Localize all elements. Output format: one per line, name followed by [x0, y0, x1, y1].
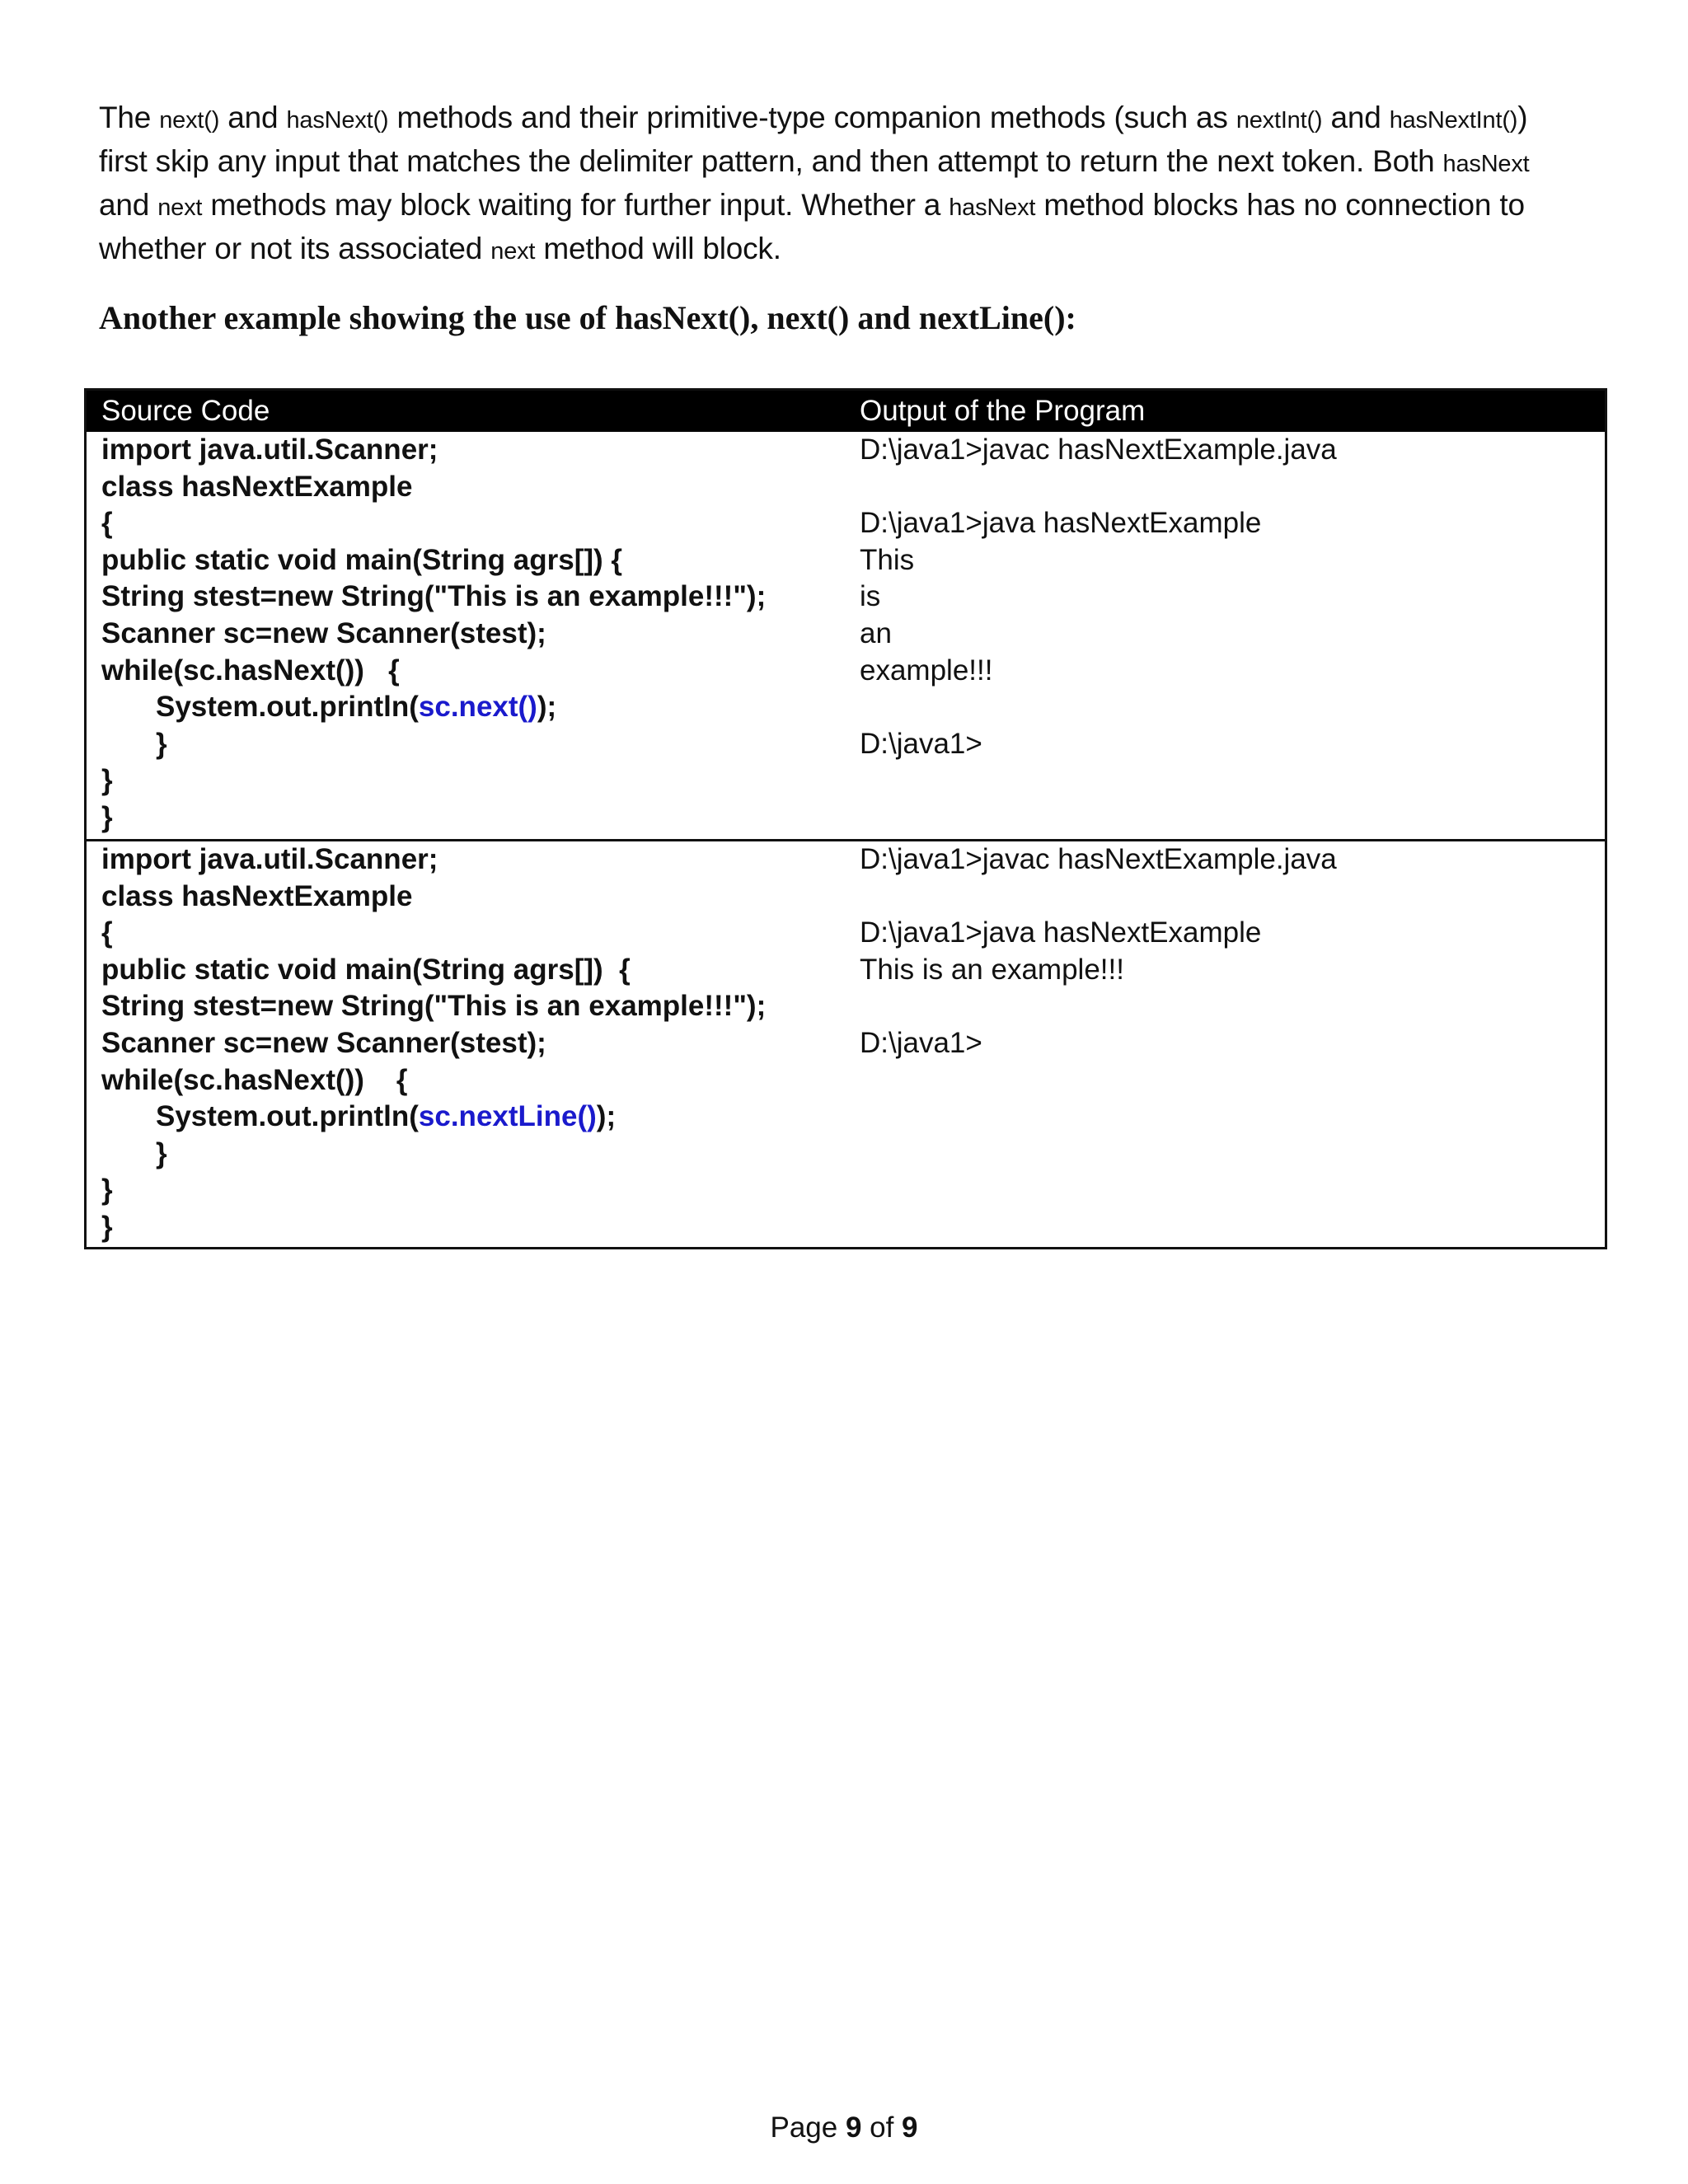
code-line: } — [101, 1210, 113, 1243]
intro-text: method blocks has no connection to — [1035, 188, 1525, 222]
output-line: D:\java1> — [860, 1026, 982, 1059]
intro-text: ) — [1517, 101, 1528, 134]
intro-text: methods and their primitive-type companion methods (such as — [388, 101, 1236, 134]
code-text: System.out.println( — [156, 1100, 419, 1133]
intro-text: The — [99, 101, 160, 134]
code-line: String stest=new String("This is an example!!!"); — [101, 990, 767, 1023]
output-line: D:\java1>javac hasNextExample.java — [860, 843, 1337, 875]
inline-code: hasNextInt() — [1389, 107, 1518, 134]
intro-line-3 — [99, 185, 1599, 228]
inline-code: nextInt() — [1236, 107, 1323, 134]
intro-text: whether or not its associated — [99, 232, 491, 265]
footer-text: Page — [770, 2111, 846, 2144]
page-footer — [0, 2110, 1688, 2146]
program-output-cell — [860, 432, 1585, 762]
output-line: is — [860, 580, 881, 613]
code-line: } — [101, 1174, 113, 1207]
header-output: Output of the Program — [860, 395, 1146, 427]
table-row — [87, 841, 1605, 1247]
code-line: public static void main(String agrs[]) { — [101, 953, 631, 986]
code-text: ); — [596, 1100, 617, 1133]
output-line: D:\java1>java hasNextExample — [860, 916, 1262, 949]
output-line: D:\java1>javac hasNextExample.java — [860, 434, 1337, 466]
code-line: { — [101, 916, 113, 949]
table-header-row — [87, 391, 1605, 432]
output-line: This is an example!!! — [860, 953, 1124, 986]
inline-code: hasNext — [1442, 151, 1530, 177]
code-line — [101, 1099, 843, 1136]
blank-line — [860, 689, 1585, 726]
source-code-cell — [101, 432, 843, 837]
output-line: example!!! — [860, 654, 993, 687]
code-line: } — [156, 1137, 167, 1169]
output-line: This — [860, 543, 915, 576]
intro-line-1 — [99, 97, 1599, 141]
blank-line — [860, 469, 1585, 506]
code-text: ); — [537, 691, 557, 724]
code-line: while(sc.hasNext()) { — [101, 654, 400, 687]
code-line: { — [101, 507, 113, 540]
code-line: } — [101, 800, 113, 833]
inline-code: hasNext() — [286, 107, 389, 134]
blank-line — [860, 879, 1585, 916]
code-line: Scanner sc=new Scanner(stest); — [101, 1026, 546, 1059]
inline-code: next — [490, 238, 536, 265]
source-code-cell — [101, 841, 843, 1246]
header-source-code: Source Code — [101, 395, 270, 427]
intro-text: method will block. — [535, 232, 781, 265]
code-text: System.out.println( — [156, 691, 419, 724]
code-line: while(sc.hasNext()) { — [101, 1063, 408, 1096]
intro-line-2 — [99, 141, 1599, 185]
intro-paragraph — [99, 97, 1599, 272]
intro-text: first skip any input that matches the delimiter pattern, and then attempt to return the next token. Both — [99, 144, 1443, 178]
code-line: class hasNextExample — [101, 470, 413, 503]
code-line — [101, 689, 843, 726]
footer-text: of — [861, 2111, 903, 2144]
code-line: Scanner sc=new Scanner(stest); — [101, 616, 546, 649]
inline-code: next() — [159, 107, 220, 134]
code-line: String stest=new String("This is an example!!!"); — [101, 580, 767, 613]
program-output-cell — [860, 841, 1585, 1062]
code-line: public static void main(String agrs[]) { — [101, 543, 623, 576]
code-line: import java.util.Scanner; — [101, 434, 438, 466]
output-line: an — [860, 616, 892, 649]
intro-text: and — [219, 101, 287, 134]
inline-code: hasNext — [949, 194, 1036, 221]
output-line: D:\java1> — [860, 727, 982, 760]
code-line: } — [101, 764, 113, 797]
code-line: } — [156, 727, 167, 760]
inline-code: next — [157, 194, 203, 221]
blank-line — [860, 988, 1585, 1025]
code-output-table — [84, 388, 1607, 1249]
table-row — [87, 432, 1605, 841]
current-page-number: 9 — [845, 2111, 862, 2144]
highlighted-method-call: sc.next() — [418, 691, 537, 724]
intro-text: and — [1322, 101, 1390, 134]
code-line: import java.util.Scanner; — [101, 843, 438, 875]
intro-line-4 — [99, 228, 1599, 272]
section-heading: Another example showing the use of hasNext(), next() and nextLine(): — [99, 299, 1076, 336]
code-line: class hasNextExample — [101, 879, 413, 912]
highlighted-method-call: sc.nextLine() — [418, 1100, 597, 1133]
output-line: D:\java1>java hasNextExample — [860, 507, 1262, 540]
total-page-count: 9 — [902, 2111, 918, 2144]
intro-text: methods may block waiting for further input. Whether a — [202, 188, 950, 222]
intro-text: and — [99, 188, 158, 222]
